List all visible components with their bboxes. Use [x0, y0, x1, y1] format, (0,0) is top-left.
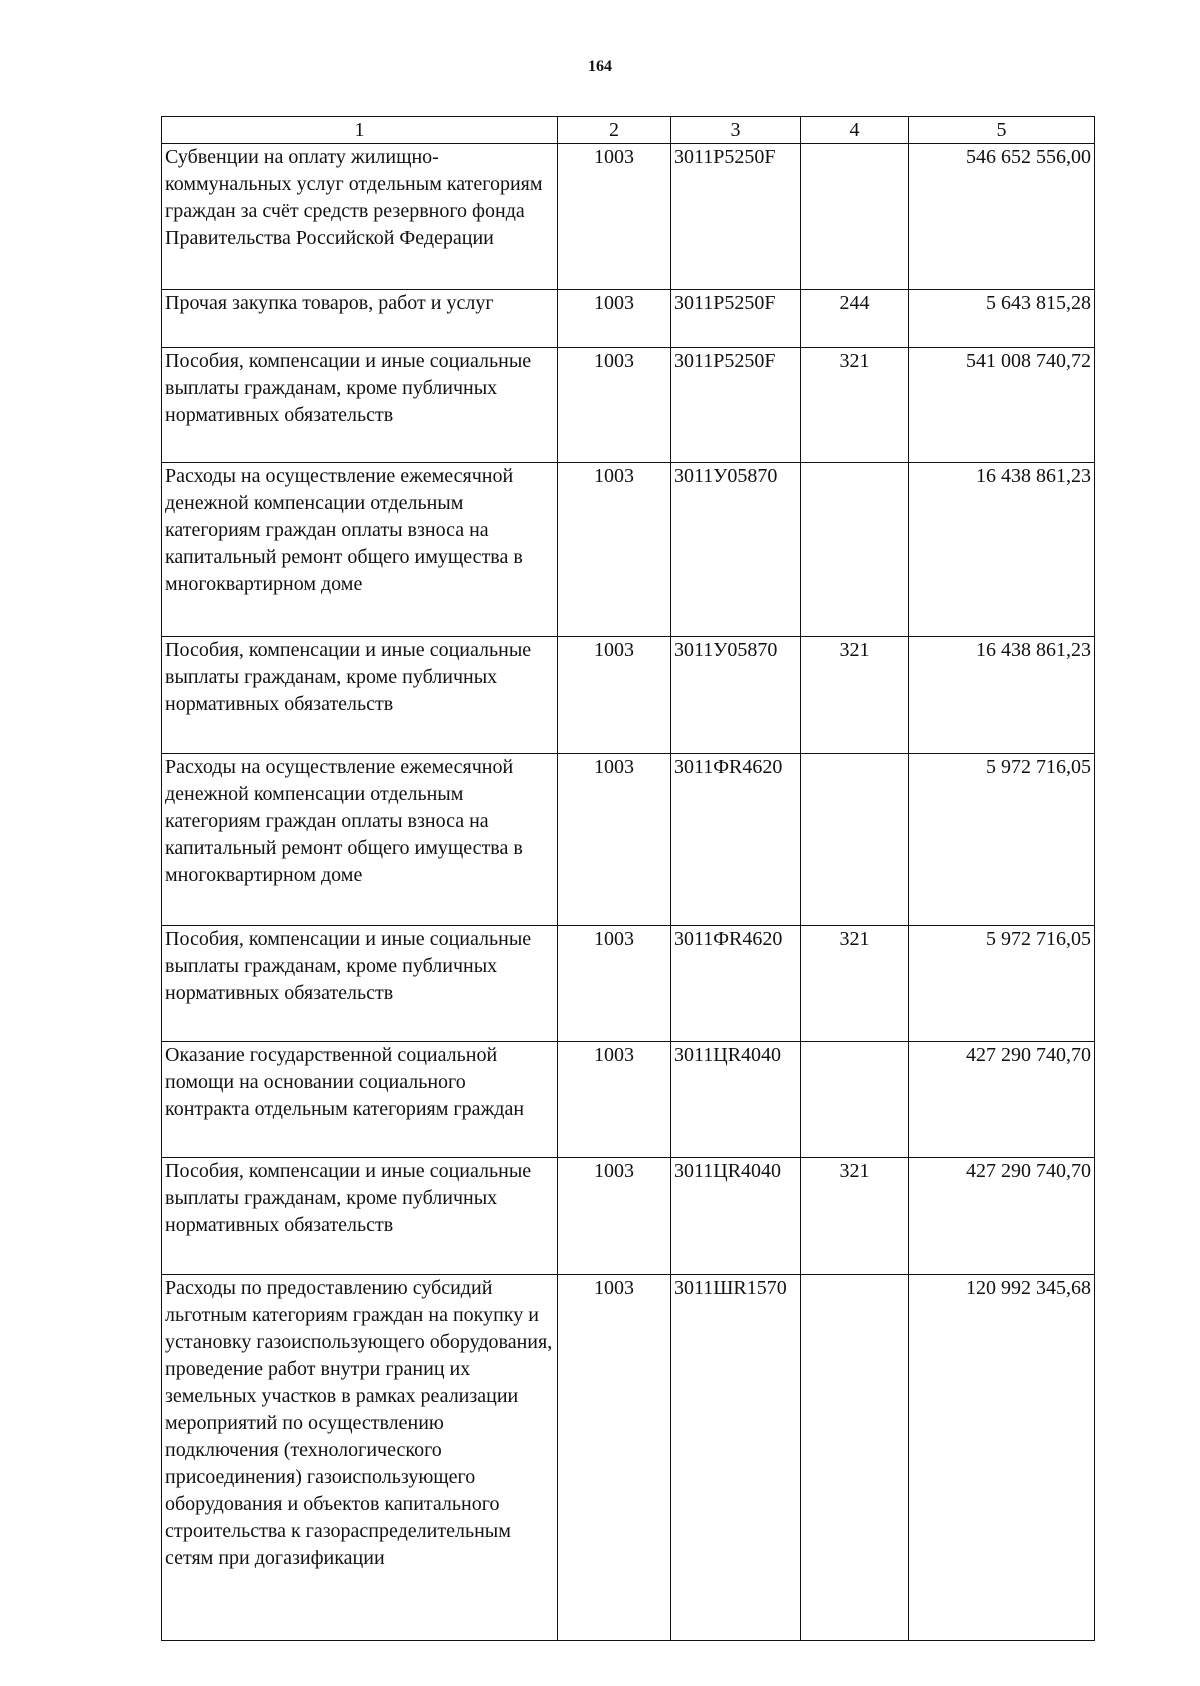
table-row — [162, 290, 1095, 348]
row-sum: 5 972 716,05 — [909, 754, 1095, 926]
column-header-1: 1 — [162, 117, 558, 144]
row-section: 1003 — [558, 348, 671, 463]
row-expense-type — [801, 463, 909, 637]
row-code: 3011ФR4620 — [671, 754, 801, 926]
row-name: Прочая закупка товаров, работ и услуг — [162, 290, 558, 348]
row-name: Расходы по предоставлению субсидий льготным категориям граждан на покупку и установку газоиспользующего оборудования, проведение работ внутри границ их земельных участков в рамках реализации мероприятий по осуществлению подключения (технологического присоединения) газоиспользующего оборудования и объектов капитального строительства к газораспределительным сетям при догазификации — [162, 1275, 558, 1641]
row-code: 3011ЦR4040 — [671, 1158, 801, 1275]
row-code: 3011Р5250F — [671, 348, 801, 463]
row-name: Пособия, компенсации и иные социальные выплаты гражданам, кроме публичных нормативных обязательств — [162, 926, 558, 1042]
row-sum: 541 008 740,72 — [909, 348, 1095, 463]
row-code: 3011Р5250F — [671, 290, 801, 348]
row-expense-type: 244 — [801, 290, 909, 348]
table-row — [162, 348, 1095, 463]
row-code: 3011У05870 — [671, 637, 801, 754]
table-row — [162, 1158, 1095, 1275]
row-section: 1003 — [558, 144, 671, 290]
row-sum: 16 438 861,23 — [909, 463, 1095, 637]
row-sum: 16 438 861,23 — [909, 637, 1095, 754]
table-row — [162, 144, 1095, 290]
row-name: Расходы на осуществление ежемесячной денежной компенсации отдельным категориям граждан оплаты взноса на капитальный ремонт общего имущества в многоквартирном доме — [162, 463, 558, 637]
row-sum: 5 643 815,28 — [909, 290, 1095, 348]
table-row — [162, 1042, 1095, 1158]
row-code: 3011ЦR4040 — [671, 1042, 801, 1158]
row-name: Оказание государственной социальной помощи на основании социального контракта отдельным категориям граждан — [162, 1042, 558, 1158]
table-row — [162, 926, 1095, 1042]
row-code: 3011ФR4620 — [671, 926, 801, 1042]
row-section: 1003 — [558, 637, 671, 754]
row-expense-type — [801, 1275, 909, 1641]
column-header-5: 5 — [909, 117, 1095, 144]
table-row — [162, 637, 1095, 754]
table-row — [162, 754, 1095, 926]
row-expense-type: 321 — [801, 348, 909, 463]
row-name: Пособия, компенсации и иные социальные выплаты гражданам, кроме публичных нормативных обязательств — [162, 348, 558, 463]
row-name: Пособия, компенсации и иные социальные выплаты гражданам, кроме публичных нормативных обязательств — [162, 1158, 558, 1275]
table-row — [162, 1275, 1095, 1641]
row-expense-type — [801, 144, 909, 290]
column-header-3: 3 — [671, 117, 801, 144]
row-expense-type: 321 — [801, 637, 909, 754]
row-code: 3011У05870 — [671, 463, 801, 637]
row-section: 1003 — [558, 290, 671, 348]
row-name: Субвенции на оплату жилищно-коммунальных услуг отдельным категориям граждан за счёт средств резервного фонда Правительства Российской Федерации — [162, 144, 558, 290]
row-section: 1003 — [558, 463, 671, 637]
row-section: 1003 — [558, 754, 671, 926]
row-sum: 427 290 740,70 — [909, 1158, 1095, 1275]
page-number: 164 — [588, 58, 612, 75]
row-expense-type: 321 — [801, 1158, 909, 1275]
row-sum: 120 992 345,68 — [909, 1275, 1095, 1641]
column-header-2: 2 — [558, 117, 671, 144]
row-section: 1003 — [558, 1275, 671, 1641]
row-code: 3011Р5250F — [671, 144, 801, 290]
row-expense-type — [801, 1042, 909, 1158]
row-sum: 5 972 716,05 — [909, 926, 1095, 1042]
row-name: Пособия, компенсации и иные социальные выплаты гражданам, кроме публичных нормативных обязательств — [162, 637, 558, 754]
table-row — [162, 463, 1095, 637]
row-sum: 427 290 740,70 — [909, 1042, 1095, 1158]
row-name: Расходы на осуществление ежемесячной денежной компенсации отдельным категориям граждан оплаты взноса на капитальный ремонт общего имущества в многоквартирном доме — [162, 754, 558, 926]
row-sum: 546 652 556,00 — [909, 144, 1095, 290]
header-row — [162, 117, 1095, 144]
row-section: 1003 — [558, 926, 671, 1042]
row-code: 3011ШR1570 — [671, 1275, 801, 1641]
row-section: 1003 — [558, 1158, 671, 1275]
row-expense-type — [801, 754, 909, 926]
row-section: 1003 — [558, 1042, 671, 1158]
column-header-4: 4 — [801, 117, 909, 144]
budget-table — [161, 116, 1095, 1641]
row-expense-type: 321 — [801, 926, 909, 1042]
